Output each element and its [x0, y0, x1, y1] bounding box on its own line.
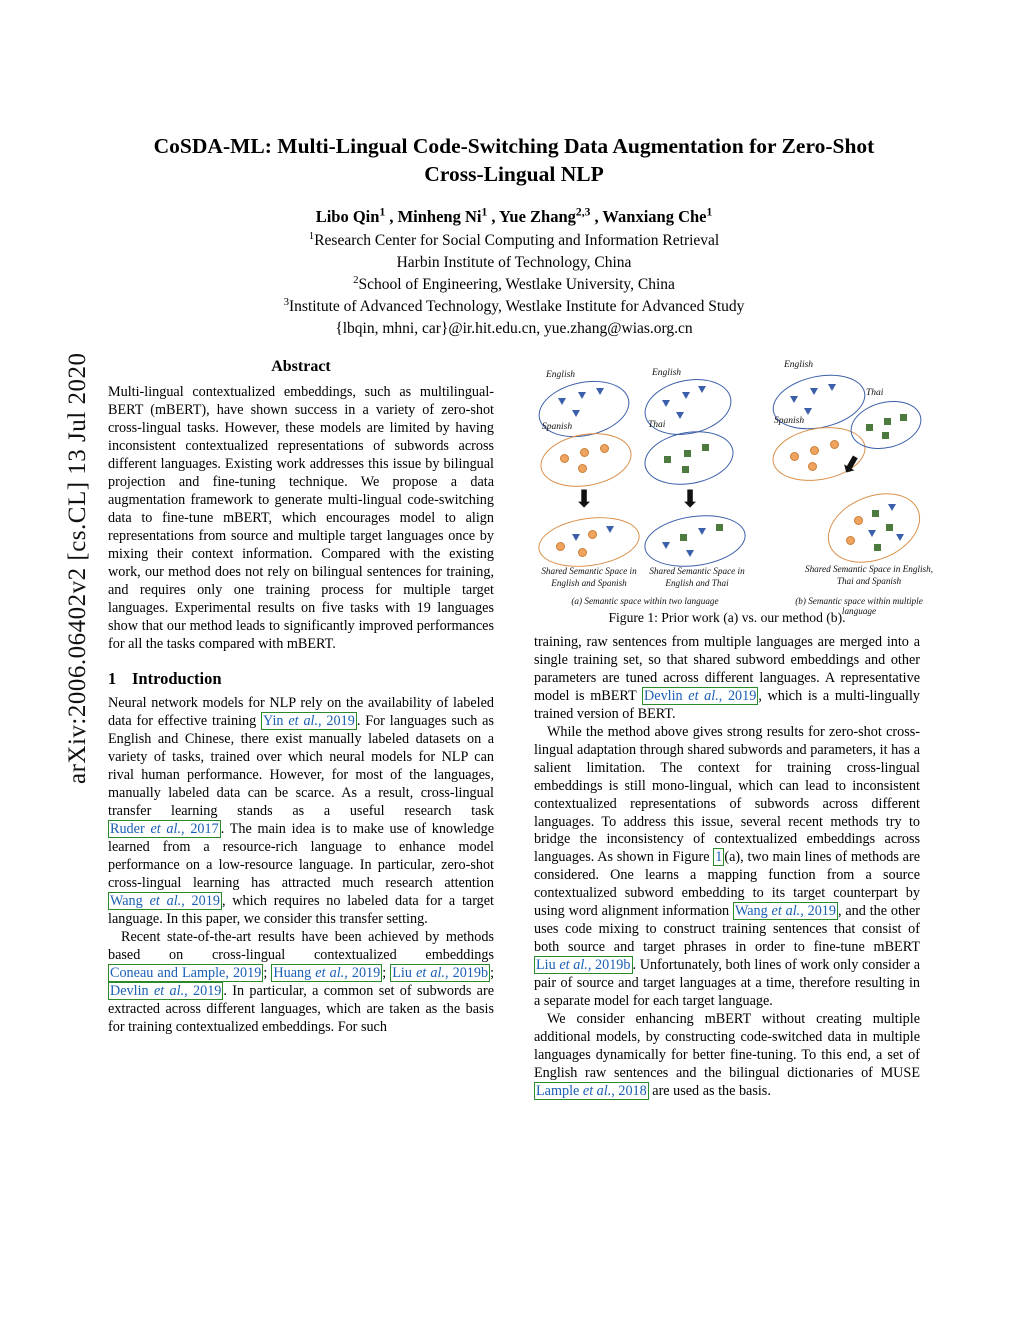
english-marker	[790, 396, 798, 403]
shared-space-caption-1: Shared Semantic Space in English and Spanish	[541, 566, 637, 588]
diagonal-arrow-icon: ⬇	[834, 449, 866, 483]
english-marker	[606, 526, 614, 533]
spanish-marker	[600, 444, 609, 453]
thai-marker	[682, 466, 689, 473]
thai-marker	[664, 456, 671, 463]
english-marker	[804, 408, 812, 415]
spanish-marker	[810, 446, 819, 455]
affiliation-line: Harbin Institute of Technology, China	[396, 254, 632, 272]
spanish-marker	[830, 440, 839, 449]
down-arrow-icon: ⬇	[680, 487, 701, 513]
thai-marker	[900, 414, 907, 421]
english-marker	[896, 534, 904, 541]
figure-label-spanish-b: Spanish	[774, 416, 805, 426]
thai-marker	[884, 418, 891, 425]
figure-1-graphic	[534, 358, 933, 616]
section-heading-introduction	[108, 669, 494, 689]
shared-space-caption-3: Shared Semantic Space in English, Thai and Spanish	[804, 564, 933, 586]
figure-subcaption-b: (b) Semantic space within multiple language	[795, 596, 923, 616]
english-marker	[662, 400, 670, 407]
paper-header	[108, 132, 920, 340]
figure-1-caption: Figure 1: Prior work (a) vs. our method (b).	[608, 610, 846, 625]
english-marker	[676, 412, 684, 419]
ellipse-shared-a2	[641, 509, 749, 573]
section-number: 1	[108, 669, 117, 689]
affiliation-line: {lbqin, mhni, car}@ir.hit.edu.cn, yue.zhang@wias.org.cn	[335, 320, 693, 338]
english-marker	[810, 388, 818, 395]
thai-marker	[872, 510, 879, 517]
figure-subcaption-a: (a) Semantic space within two language	[571, 596, 719, 606]
figure-label-english-a1: English	[546, 370, 576, 380]
spanish-marker	[790, 452, 799, 461]
spanish-marker	[580, 448, 589, 457]
page-title: CoSDA-ML: Multi-Lingual Code-Switching Data Augmentation for Zero-Shot Cross-Lingual NLP	[153, 134, 875, 187]
affiliation-line: $^2$School of Engineering, Westlake University, China	[353, 274, 675, 294]
english-marker	[662, 542, 670, 549]
right-paragraph-3: We consider enhancing mBERT without creating multiple additional models, by constructing code-switched data in multiple languages dynamically for better fine-tuning. To this end, a set of English raw sentences and the bilingual dictionaries of MUSE Lample et al., 2018 are used as the basis.	[534, 1011, 920, 1099]
english-marker	[596, 388, 604, 395]
arxiv-stamp: arXiv:2006.06402v2 [cs.CL] 13 Jul 2020	[64, 352, 91, 784]
affiliation-block	[108, 230, 920, 340]
thai-marker	[684, 450, 691, 457]
right-paragraph-1: training, raw sentences from multiple languages are merged into a single training set, so that shared subword embeddings and other parameters are tuned across different languages. A representative model is mBERT Devlin et al., 2019 , which is a multi-lingually trained version of BERT.	[534, 634, 920, 722]
right-column	[534, 358, 933, 1101]
thai-marker	[882, 432, 889, 439]
english-marker	[828, 384, 836, 391]
figure-label-thai-a2: Thai	[648, 420, 666, 430]
spanish-marker	[556, 542, 565, 551]
figure-label-thai-b: Thai	[866, 388, 884, 398]
right-paragraph-2: While the method above gives strong results for zero-shot cross-lingual adaptation through shared subwords and parameters, it has a salient limitation. The context for training cross-lingual embeddings is still mono-lingual, which can lead to inconsistent contextualized representations of subwords across different languages. To address this issue, several recent methods try to bridge the inconsistency of contextualized embeddings across languages. As shown in Figure 1 (a), two main lines of methods are considered. One learns a mapping function from a source contextualized subword embedding to its target counterpart by using word alignment information Wang et al., 2019 , and the other uses code mixing to construct training sentences that consist of both source and target phrases in order to fine-tune mBERT Liu et al., 2019b . Unfortunately, both lines of work only consider a pair of source and target languages at a time, therefore resulting in a separate model for each target language.	[534, 723, 921, 1010]
author-list: Libo Qin$^1$ , Minheng Ni$^1$ , Yue Zhang$^{2,3}$ , Wanxiang Che$^1$	[315, 206, 713, 226]
down-arrow-icon: ⬇	[574, 487, 595, 513]
thai-marker	[866, 424, 873, 431]
affiliation-line: $^1$Research Center for Social Computing and Information Retrieval	[308, 230, 720, 250]
spanish-marker	[560, 454, 569, 463]
english-marker	[698, 528, 706, 535]
ellipse-thai-a2	[640, 425, 738, 492]
thai-marker	[702, 444, 709, 451]
spanish-marker	[578, 464, 587, 473]
spanish-marker	[846, 536, 855, 545]
abstract-heading: Abstract	[271, 358, 331, 375]
shared-space-caption-2: Shared Semantic Space in English and Thai	[649, 566, 745, 588]
figure-1	[534, 358, 933, 625]
ellipse-shared-a1	[535, 511, 643, 573]
thai-marker	[874, 544, 881, 551]
affiliation-line: $^3$Institute of Advanced Technology, Westlake Institute for Advanced Study	[283, 296, 745, 316]
english-marker	[558, 398, 566, 405]
english-marker	[686, 550, 694, 557]
english-marker	[578, 392, 586, 399]
spanish-marker	[854, 516, 863, 525]
spanish-marker	[808, 462, 817, 471]
english-marker	[572, 534, 580, 541]
thai-marker	[886, 524, 893, 531]
ellipse-spanish-a1	[536, 426, 636, 493]
spanish-marker	[588, 530, 597, 539]
section-title: Introduction	[132, 669, 222, 689]
left-column	[108, 358, 494, 1037]
intro-paragraph-1: Neural network models for NLP rely on the availability of labeled data for effective training Yin et al., 2019 . For languages such as English and Chinese, there exist manually labeled datasets on a variety of tasks, trained over which neural models for NLP can rival human performance. However, for most of the languages, manually labeled data can be scarce. As a result, cross-lingual transfer learning stands as a useful research task Ruder et al., 2017 . The main idea is to make use of knowledge learned from a resource-rich language to enhance model performance on a low-resource language. In particular, zero-shot cross-lingual learning has attracted much research attention Wang et al., 2019 , which requires no labeled data for a target language. In this paper, we consider this transfer setting.	[108, 695, 494, 927]
english-marker	[698, 386, 706, 393]
abstract-text: Multi-lingual contextualized embeddings, such as multilingual-BERT (mBERT), have shown success in a variety of zero-shot cross-lingual tasks. However, these models are limited by having inconsistent contextualized representations of subwords across different languages. Existing work addresses this issue by bilingual projection and fine-tuning technique. We propose a data augmentation framework to generate multi-lingual code-switching data to fine-tune mBERT, which encourages model to align representations from source and multiple target languages once by mixing their context information. Compared with the existing work, our method does not rely on bilingual sentences for training, and requires only one training process for multiple target languages. Experimental results on five tasks with 19 languages show that our method leads to significantly improved performances for all the tasks compared with mBERT.	[108, 384, 494, 653]
spanish-marker	[578, 548, 587, 557]
thai-marker	[680, 534, 687, 541]
english-marker	[572, 410, 580, 417]
figure-label-spanish-a1: Spanish	[542, 422, 573, 432]
english-marker	[888, 504, 896, 511]
thai-marker	[716, 524, 723, 531]
intro-paragraph-2: Recent state-of-the-art results have been achieved by methods based on cross-lingual contextualized embeddings Coneau and Lample, 2019 ; Huang et al., 2019 ; Liu et al., 2019b ; Devlin et al., 2019 . In particular, a common set of subwords are extracted across different languages, which are taken as the basis for training contextualized embeddings. For such	[108, 928, 495, 1035]
english-marker	[868, 530, 876, 537]
english-marker	[682, 392, 690, 399]
figure-label-english-b: English	[784, 360, 814, 370]
ellipse-shared-b	[818, 480, 931, 575]
figure-label-english-a2: English	[652, 368, 682, 378]
